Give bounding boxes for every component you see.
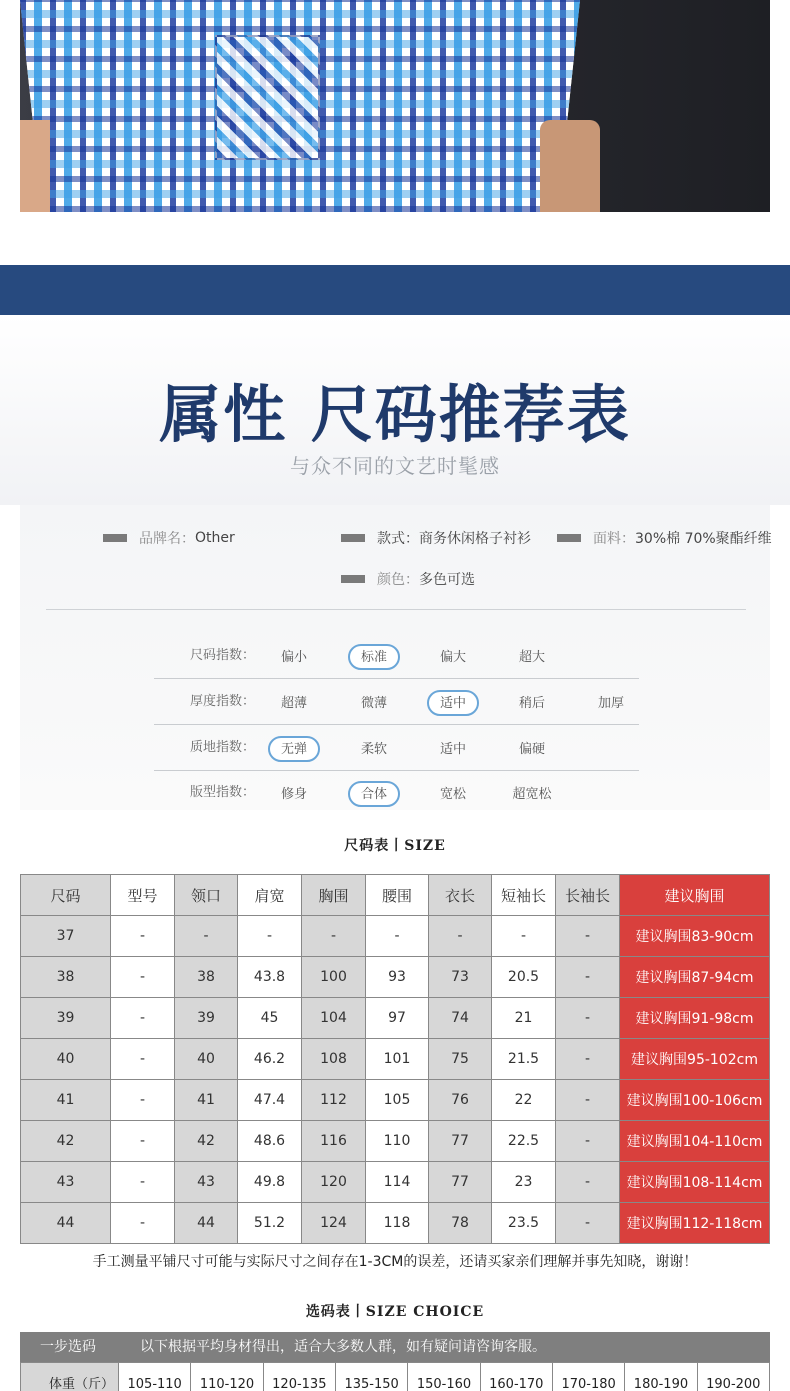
attr-fabric-value: 30%棉 70%聚酯纤维 — [635, 531, 772, 547]
size-table-cell: - — [111, 998, 175, 1039]
weight-header: 体重（斤） — [21, 1363, 119, 1391]
size-table-cell: - — [111, 957, 175, 998]
section-band — [0, 265, 790, 315]
size-table-cell: 43 — [21, 1162, 111, 1203]
size-table-cell: - — [238, 916, 302, 957]
size-table-cell: 43.8 — [238, 957, 302, 998]
header-cell: 胸围 — [302, 875, 366, 916]
size-table-row — [21, 1080, 770, 1121]
size-table-cell: 44 — [21, 1203, 111, 1244]
choice-step-desc: 以下根据平均身材得出，适合大多数人群，如有疑问请咨询客服。 — [140, 1339, 546, 1355]
size-table-cell: 124 — [302, 1203, 366, 1244]
size-table-cell: 47.4 — [238, 1080, 302, 1121]
size-table-cell: 21.5 — [492, 1039, 556, 1080]
size-table-row — [21, 916, 770, 957]
recommend-chest-cell: 建议胸围108-114cm — [620, 1162, 770, 1203]
size-table-cell: 97 — [366, 998, 429, 1039]
size-table-cell: 77 — [429, 1121, 492, 1162]
attr-fabric-label: 面料： — [593, 531, 635, 547]
index-option: 宽松 — [439, 787, 466, 802]
header-cell: 型号 — [111, 875, 175, 916]
index-option: 超大 — [518, 650, 545, 665]
size-table-cell: 42 — [175, 1121, 238, 1162]
index-option-selected: 标准 — [348, 644, 400, 670]
header-cell: 腰围 — [366, 875, 429, 916]
size-table-cell: - — [302, 916, 366, 957]
size-table-cell: 73 — [429, 957, 492, 998]
index-option: 偏小 — [280, 650, 307, 665]
size-table-cell: 39 — [175, 998, 238, 1039]
weight-row — [21, 1363, 770, 1391]
size-table-cell: 23 — [492, 1162, 556, 1203]
size-table-cell: 22 — [492, 1080, 556, 1121]
index-row-texture — [154, 725, 639, 771]
recommend-chest-cell: 建议胸围104-110cm — [620, 1121, 770, 1162]
weight-range-cell: 105-110 — [119, 1363, 191, 1391]
size-table-cell: - — [556, 916, 620, 957]
header-cell: 衣长 — [429, 875, 492, 916]
header-cell: 领口 — [175, 875, 238, 916]
size-table-cell: 49.8 — [238, 1162, 302, 1203]
index-option: 超宽松 — [512, 787, 552, 802]
size-table-cell: - — [556, 1039, 620, 1080]
index-option: 偏大 — [439, 650, 466, 665]
size-table-cell: 38 — [21, 957, 111, 998]
index-row-thickness — [154, 679, 639, 725]
size-table-cell: 116 — [302, 1121, 366, 1162]
recommend-chest-cell: 建议胸围91-98cm — [620, 998, 770, 1039]
size-table-cell: 40 — [21, 1039, 111, 1080]
size-table-cell: 110 — [366, 1121, 429, 1162]
size-table-cell: 45 — [238, 998, 302, 1039]
header-cell: 短袖长 — [492, 875, 556, 916]
weight-range-cell: 110-120 — [191, 1363, 263, 1391]
index-option: 超薄 — [280, 696, 307, 711]
size-table-cell: 93 — [366, 957, 429, 998]
choice-table — [20, 1362, 770, 1391]
size-table-header-row — [21, 875, 770, 916]
choice-table-caption: 选码表丨SIZE CHOICE — [305, 1304, 485, 1320]
size-table-cell: 39 — [21, 998, 111, 1039]
weight-range-cell: 150-160 — [408, 1363, 480, 1391]
recommend-chest-cell: 建议胸围95-102cm — [620, 1039, 770, 1080]
bullet-bar-icon — [103, 534, 127, 542]
size-table-cell: - — [556, 1121, 620, 1162]
index-option-selected: 合体 — [348, 781, 400, 807]
size-table-cell: 74 — [429, 998, 492, 1039]
size-table-row — [21, 957, 770, 998]
weight-range-cell: 135-150 — [335, 1363, 407, 1391]
page-title: 属性 尺码推荐表 — [159, 378, 631, 451]
size-table-cell: 40 — [175, 1039, 238, 1080]
size-table-cell: - — [492, 916, 556, 957]
product-photo — [20, 0, 770, 212]
attr-style-label: 款式： — [377, 531, 419, 547]
size-table-cell: 38 — [175, 957, 238, 998]
bullet-bar-icon — [341, 575, 365, 583]
size-table-cell: 105 — [366, 1080, 429, 1121]
size-table-cell: 46.2 — [238, 1039, 302, 1080]
attr-style — [341, 528, 531, 548]
size-table-cell: - — [556, 957, 620, 998]
size-table-cell: 41 — [175, 1080, 238, 1121]
size-table-cell: 20.5 — [492, 957, 556, 998]
left-arm-image — [20, 120, 50, 212]
index-option-selected: 适中 — [427, 690, 479, 716]
size-table-cell: 21 — [492, 998, 556, 1039]
size-table-cell: - — [111, 1080, 175, 1121]
index-option: 加厚 — [597, 696, 624, 711]
index-label: 尺码指数： — [190, 648, 256, 663]
size-table-cell: 22.5 — [492, 1121, 556, 1162]
arm-image — [540, 120, 600, 212]
size-table-row — [21, 1203, 770, 1244]
attr-divider — [46, 609, 746, 610]
size-table-cell: 118 — [366, 1203, 429, 1244]
weight-range-cell: 180-190 — [625, 1363, 697, 1391]
bullet-bar-icon — [557, 534, 581, 542]
size-table-cell: - — [556, 1203, 620, 1244]
header-cell-highlight: 建议胸围 — [620, 875, 770, 916]
weight-range-cell: 120-135 — [263, 1363, 335, 1391]
index-option: 稍后 — [518, 696, 545, 711]
size-table-cell: 42 — [21, 1121, 111, 1162]
size-table-cell: 43 — [175, 1162, 238, 1203]
index-option: 适中 — [439, 742, 466, 757]
size-table-cell: - — [111, 916, 175, 957]
size-table-cell: 101 — [366, 1039, 429, 1080]
measurement-note: 手工测量平铺尺寸可能与实际尺寸之间存在1-3CM的误差，还请买家亲们理解并事先知晓，谢谢！ — [92, 1254, 698, 1270]
index-label: 厚度指数： — [190, 694, 256, 709]
index-option: 微薄 — [360, 696, 387, 711]
size-table-cell: - — [556, 1080, 620, 1121]
header-cell: 长袖长 — [556, 875, 620, 916]
size-table-cell: 44 — [175, 1203, 238, 1244]
recommend-chest-cell: 建议胸围83-90cm — [620, 916, 770, 957]
index-row-fit — [154, 770, 639, 816]
weight-range-cell: 170-180 — [552, 1363, 624, 1391]
index-label: 质地指数： — [190, 740, 256, 755]
size-table-cell: - — [111, 1203, 175, 1244]
size-table-cell: 112 — [302, 1080, 366, 1121]
bullet-bar-icon — [341, 534, 365, 542]
index-option: 柔软 — [360, 742, 387, 757]
attr-brand-label: 品牌名： — [139, 531, 195, 547]
size-table-row — [21, 998, 770, 1039]
attr-color-value: 多色可选 — [419, 572, 475, 588]
attr-style-value: 商务休闲格子衬衫 — [419, 531, 531, 547]
size-table-row — [21, 1039, 770, 1080]
size-table-cell: 51.2 — [238, 1203, 302, 1244]
shirt-pocket-image — [215, 35, 320, 160]
size-table-cell: 41 — [21, 1080, 111, 1121]
size-table-cell: 108 — [302, 1039, 366, 1080]
choice-step-bar — [20, 1332, 770, 1362]
index-option: 偏硬 — [518, 742, 545, 757]
size-table-cell: 37 — [21, 916, 111, 957]
size-table-cell: 100 — [302, 957, 366, 998]
weight-range-cell: 190-200 — [697, 1363, 769, 1391]
size-table-row — [21, 1162, 770, 1203]
size-table-cell: - — [556, 1162, 620, 1203]
header-cell: 尺码 — [21, 875, 111, 916]
attr-color-label: 颜色： — [377, 572, 419, 588]
size-table-cell: - — [175, 916, 238, 957]
index-row-size — [154, 633, 639, 679]
attr-brand-value: Other — [195, 530, 235, 546]
size-table-cell: 75 — [429, 1039, 492, 1080]
size-table-cell: - — [429, 916, 492, 957]
recommend-chest-cell: 建议胸围87-94cm — [620, 957, 770, 998]
choice-step-label: 一步选码 — [40, 1339, 96, 1355]
size-table-row — [21, 1121, 770, 1162]
weight-range-cell: 160-170 — [480, 1363, 552, 1391]
attr-fabric — [557, 528, 772, 548]
attr-brand — [103, 528, 235, 548]
size-table-cell: 104 — [302, 998, 366, 1039]
size-table-cell: 120 — [302, 1162, 366, 1203]
recommend-chest-cell: 建议胸围112-118cm — [620, 1203, 770, 1244]
size-table-cell: 78 — [429, 1203, 492, 1244]
index-label: 版型指数： — [190, 785, 256, 800]
page-subtitle: 与众不同的文艺时髦感 — [290, 454, 500, 478]
header-cell: 肩宽 — [238, 875, 302, 916]
index-option-selected: 无弹 — [268, 736, 320, 762]
size-table-cell: - — [111, 1039, 175, 1080]
size-table-cell: - — [366, 916, 429, 957]
size-table-cell: 114 — [366, 1162, 429, 1203]
size-table-cell: - — [111, 1162, 175, 1203]
size-table-cell: - — [556, 998, 620, 1039]
attr-color — [341, 569, 475, 589]
size-table-cell: 76 — [429, 1080, 492, 1121]
recommend-chest-cell: 建议胸围100-106cm — [620, 1080, 770, 1121]
size-table — [20, 874, 770, 1244]
size-table-cell: 77 — [429, 1162, 492, 1203]
size-table-cell: - — [111, 1121, 175, 1162]
size-table-cell: 48.6 — [238, 1121, 302, 1162]
size-table-cell: 23.5 — [492, 1203, 556, 1244]
size-table-caption: 尺码表丨SIZE — [344, 838, 446, 854]
index-option: 修身 — [280, 787, 307, 802]
